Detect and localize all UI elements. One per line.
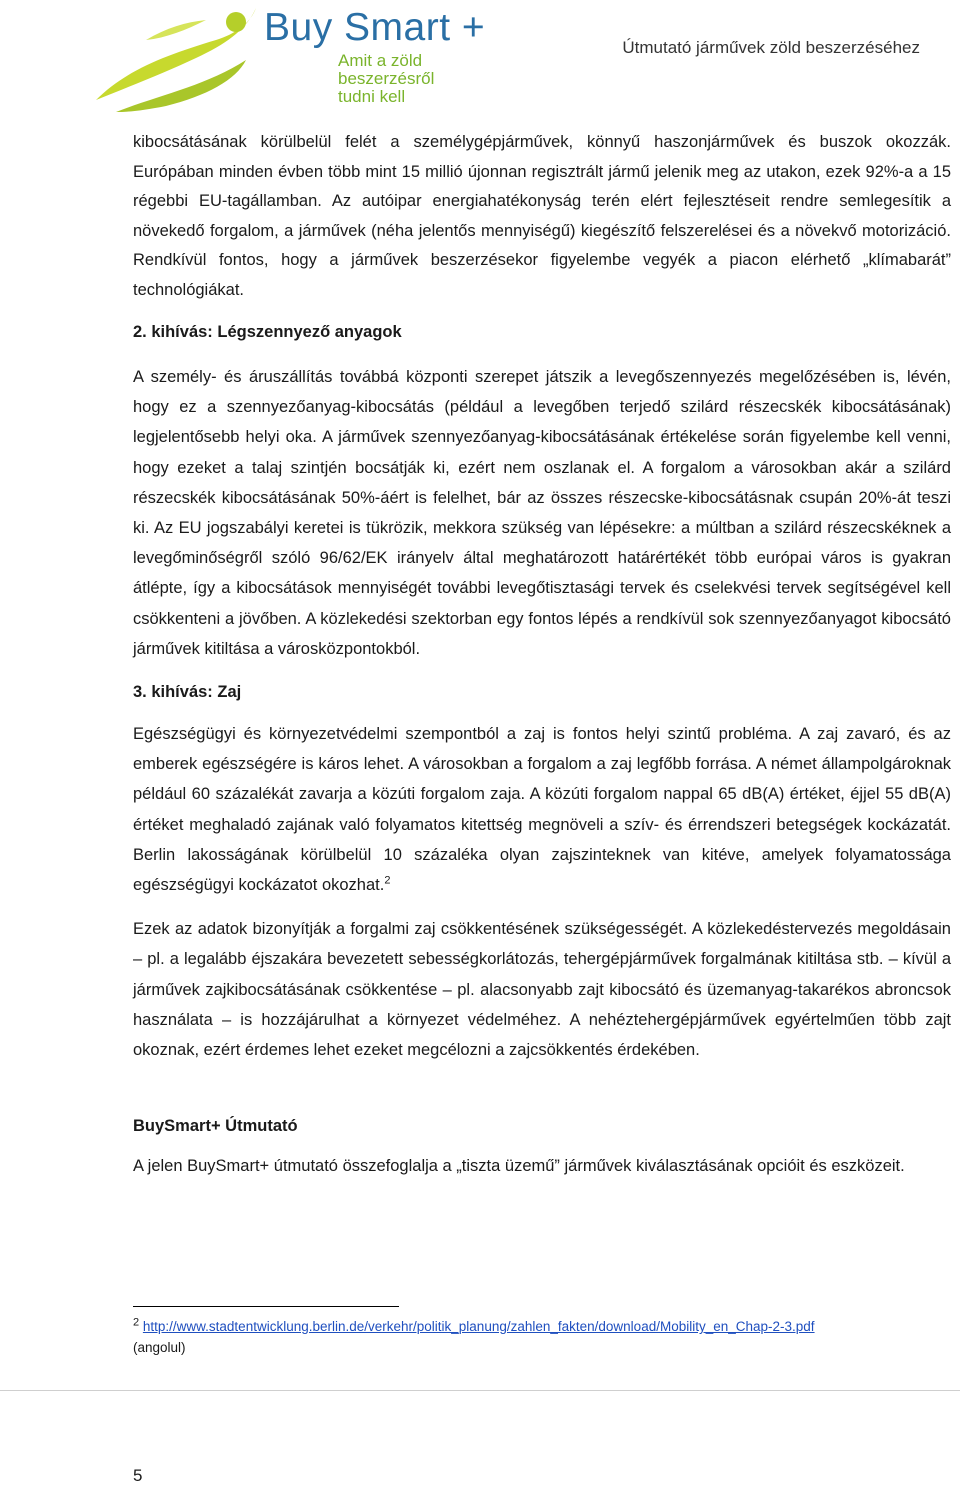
challenge3-heading: 3. kihívás: Zaj bbox=[133, 683, 242, 702]
challenge3-text: Egészségügyi és környezetvédelmi szempontból a zaj is fontos helyi szintű probléma. A zaj zavaró, és az emberek egészségére is káros lehet. A városokban a forgalom a zaj legfőbb forrása. A német állampolgároknak például 60 százalékát zavarja a közúti forgalom zaja. A közúti forgalom nappal 65 dB(A) értéket, éjjel 55 dB(A) értéket meghaladó zajának való folyamatos kitettség megnöveli a szív- és érrendszeri betegségek kockázatát. Berlin lakosságának körülbelül 10 százaléka olyan zajszinteknek van kitéve, amelyek folyamatossága egészségügyi kockázatot okozhat. bbox=[133, 725, 951, 895]
challenge2-paragraph: A személy- és áruszállítás továbbá központi szerepet játszik a levegőszennyezés megelőzésében is, lévén, hogy ez a szennyezőanyag-kibocsátás (például a levegőben terjedő szilárd részecskék kibocsátásának) legjelentősebb helyi oka. A járművek szennyezőanyag-kibocsátásának értékelése során figyelembe kell venni, hogy ezeket a talaj szintjén bocsátják ki, ezért nem oszlanak el. A forgalom a városokban akár a szilárd részecskék kibocsátásának 50%-áért is felelhet, bár az összes részecske-kibocsátásnak csupán 20%-át teszi ki. Az EU jogszabályi keretei is tükrözik, mekkora szükség van lépésekre: a múltban a szilárd részecskéknek a levegőminőségről szóló 96/62/EK irányelv által meghatározott határértékét több európai város is gyakran átlépte, így a kibocsátások mennyiségét további levegőtisztasági tervek és cselekvési tervek segítségével kell csökkenteni a jövőben. A közlekedési szektorban egy fontos lépés a rendkívül sok szennyezőanyagot kibocsátó járművek kitiltása a városközpontokból. bbox=[133, 368, 951, 658]
guide-heading: BuySmart+ Útmutató bbox=[133, 1117, 298, 1136]
noise-data-paragraph: Ezek az adatok bizonyítják a forgalmi zaj csökkentésének szükségességét. A közlekedéstervezés megoldásain – pl. a legalább éjszakára bevezetett sebességkorlátozás, tehergépjárművek forgalmának kitiltása stb. – kívül a járművek zajkibocsátásának csökkentése – pl. alacsonyabb zajt kibocsátó és üzemanyag-takarékos abroncsok használata – is hozzájárulhat a környezet védelméhez. A nehéztehergépjárművek egyértelműen több zajt okoznak, ezért érdemes lehet ezeket megcélozni a zajcsökkentés érdekében. bbox=[133, 920, 951, 1060]
logo-title: Buy Smart + bbox=[264, 6, 486, 49]
footnote-link[interactable]: http://www.stadtentwicklung.berlin.de/verkehr/politik_planung/zahlen_fakten/download/Mobility_en_Chap-2-3.pdf bbox=[142, 1319, 815, 1334]
challenge3-paragraph bbox=[133, 719, 951, 900]
main-content bbox=[133, 128, 951, 1181]
document-title: Útmutató járművek zöld beszerzéséhez bbox=[622, 38, 920, 57]
page-number: 5 bbox=[133, 1466, 143, 1485]
buy-smart-logo bbox=[86, 0, 486, 120]
page-bottom-divider bbox=[0, 1390, 960, 1391]
logo-subtitle-line2: tudni kell bbox=[338, 87, 406, 106]
intro-paragraph: kibocsátásának körülbelül felét a személygépjárművek, könnyű haszonjárművek és buszok okozzák. Európában minden évben több mint 15 millió újonnan regisztrált jármű jelenik meg az utakon, ezek 92%-a a 15 régebbi EU-tagállamban. Az autóipar energiahatékonyság terén elért fejlesztéseit rendre semlegesítik a növekedő forgalom, a járművek (néha jelentős mennyiségű) kiegészítő felszerelései és a növekvő motorizáció. Rendkívül fontos, hogy a járművek beszerzésekor figyelembe vegyék a piacon elérhető „klímabarát” technológiákat. bbox=[133, 133, 951, 299]
footnote bbox=[133, 1316, 951, 1358]
footnote-divider bbox=[133, 1306, 399, 1307]
logo-subtitle-line1: Amit a zöld beszerzésről bbox=[338, 51, 435, 88]
footnote-reference[interactable]: 2 bbox=[384, 874, 391, 887]
footnote-note: (angolul) bbox=[133, 1340, 186, 1355]
footnote-number: 2 bbox=[133, 1316, 140, 1329]
challenge2-heading: 2. kihívás: Légszennyező anyagok bbox=[133, 323, 402, 341]
guide-paragraph: A jelen BuySmart+ útmutató összefoglalja a „tiszta üzemű” járművek kiválasztásának opcióit és eszközeit. bbox=[133, 1157, 905, 1176]
logo-subtitle bbox=[338, 52, 466, 106]
